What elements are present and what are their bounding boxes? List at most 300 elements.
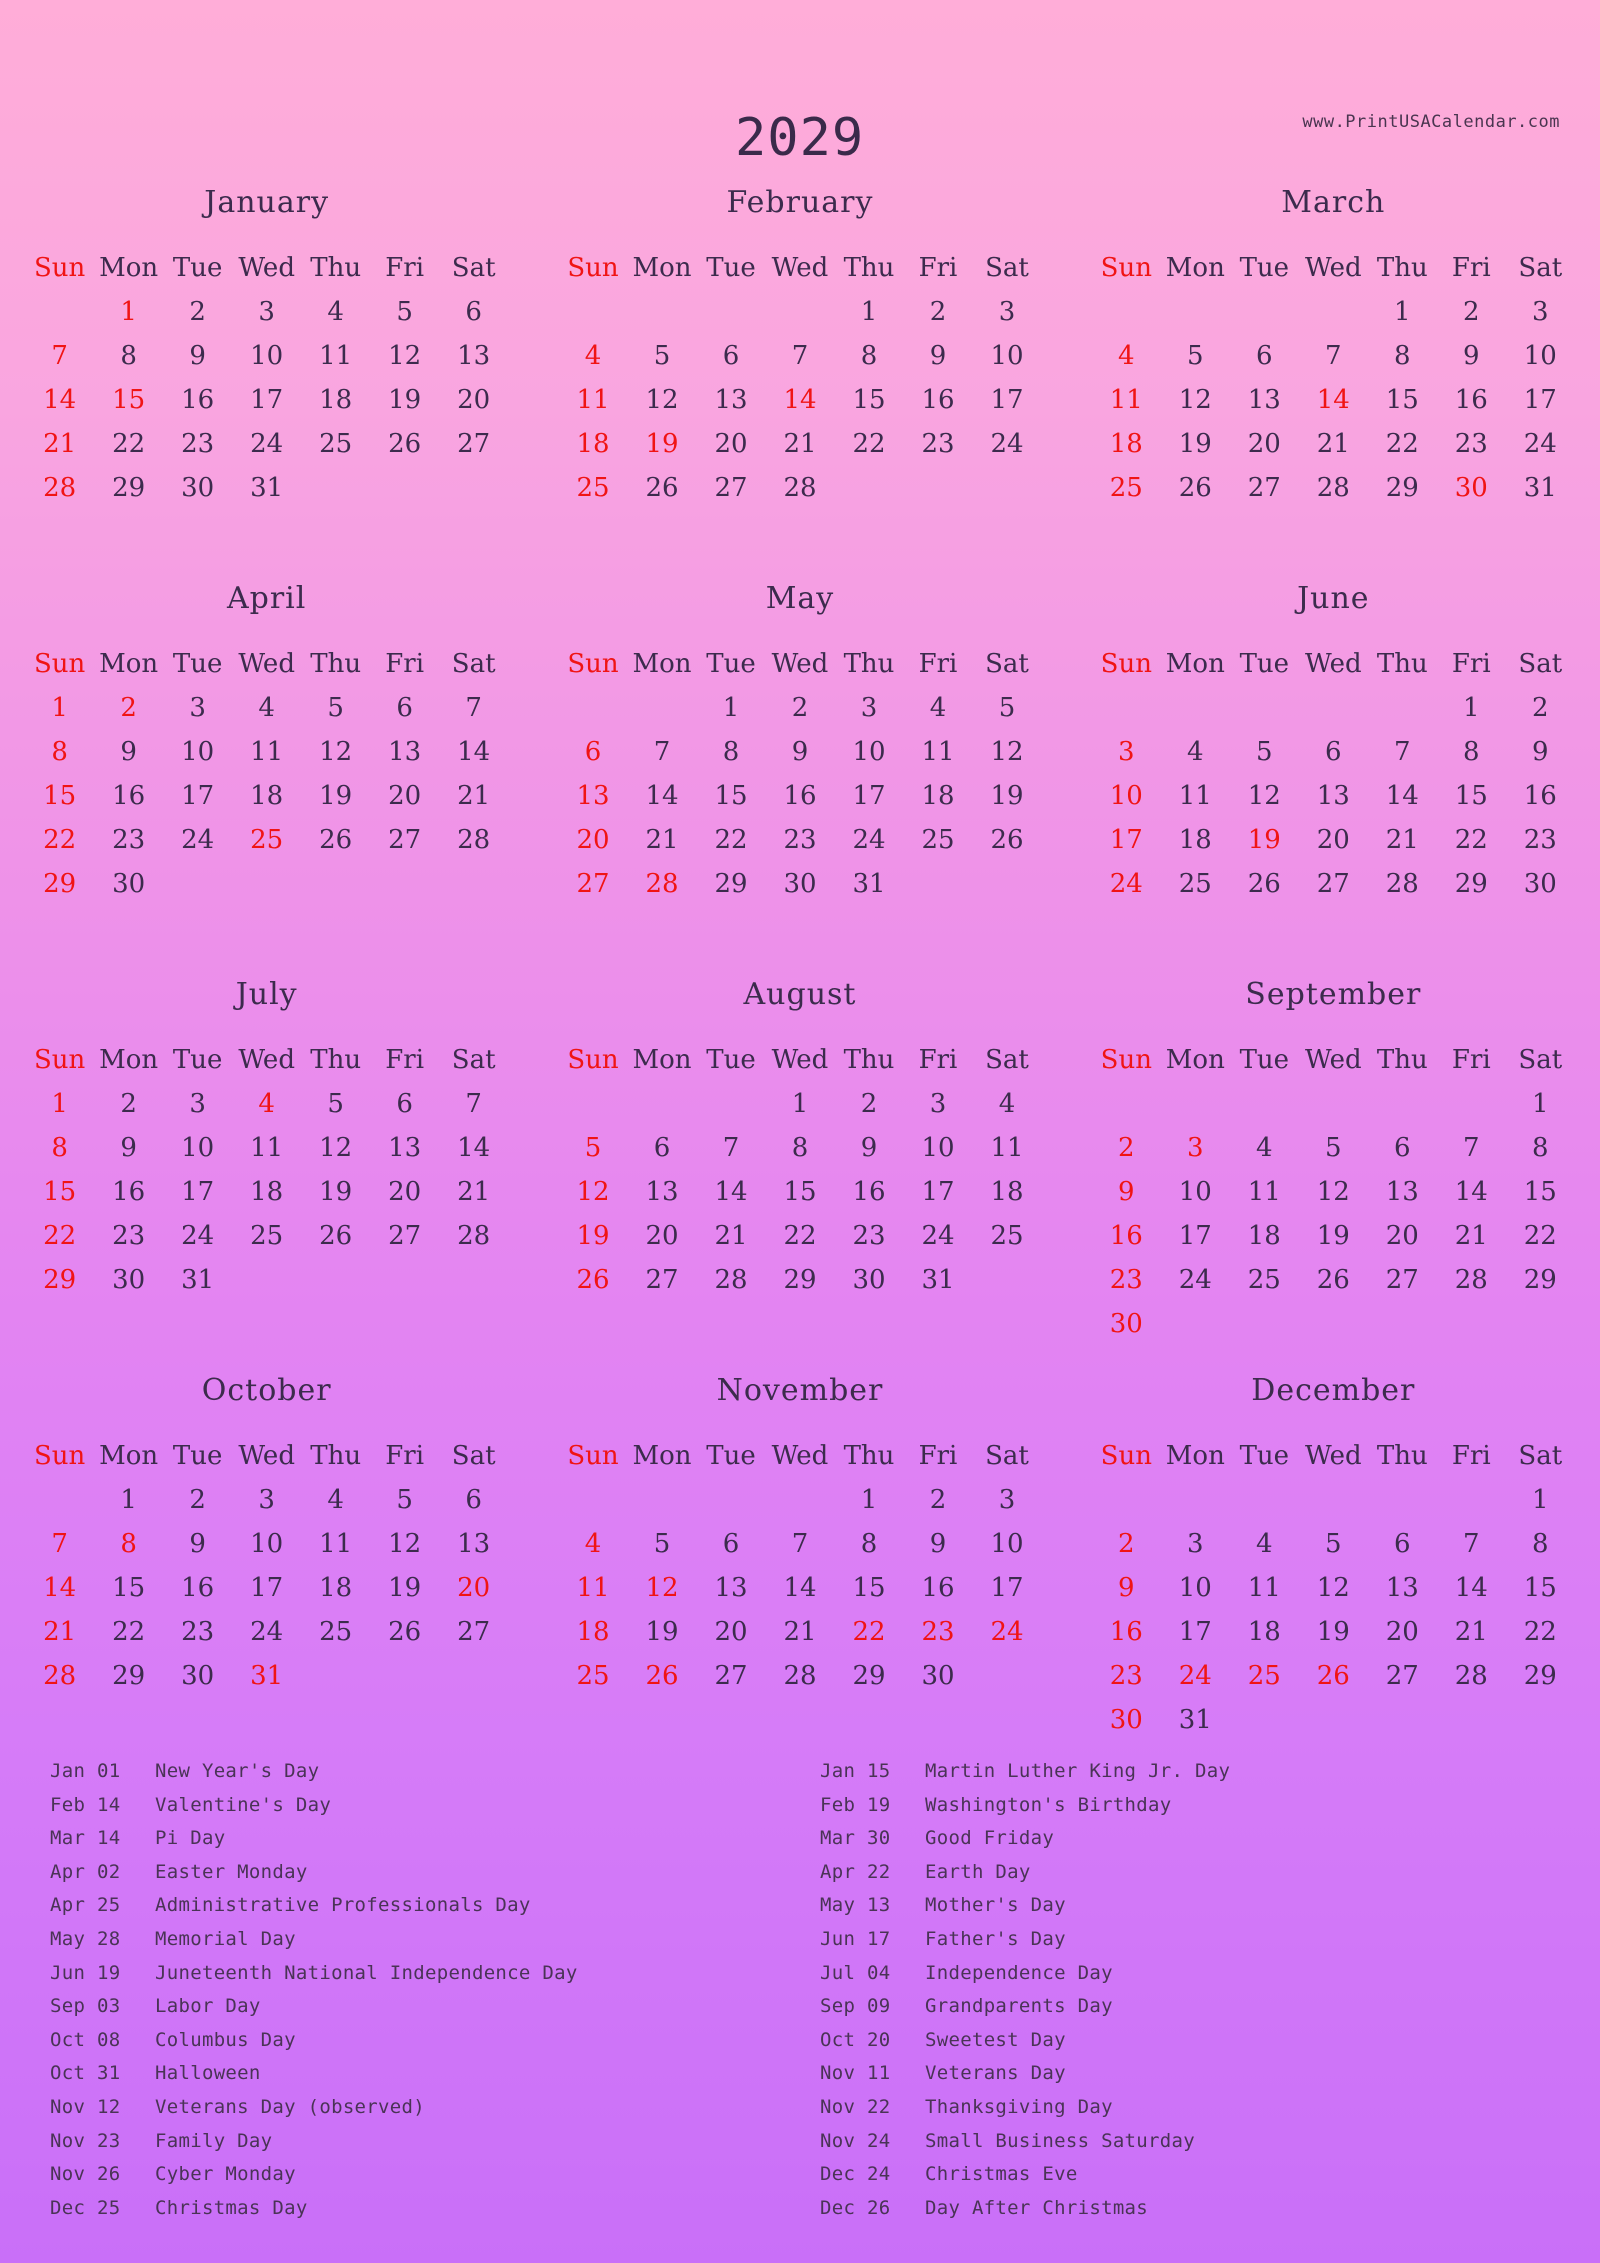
holiday-list-item [50, 1822, 790, 1856]
holiday-date: Mar 30 [820, 1827, 891, 1850]
weekday-header-wed: Wed [238, 1441, 295, 1471]
day-cell: 17 [990, 385, 1024, 415]
weekday-header-row [558, 642, 1041, 686]
day-cell: 10 [921, 1133, 955, 1163]
day-cell: 13 [714, 385, 748, 415]
day-cell: 30 [1523, 869, 1557, 899]
week-row [25, 1170, 508, 1214]
day-cell: 5 [396, 297, 413, 327]
day-cell: 14 [1385, 781, 1419, 811]
day-cell: 28 [645, 869, 679, 899]
day-cell: 12 [319, 1133, 353, 1163]
day-cell: 1 [1532, 1089, 1549, 1119]
month-title: February [726, 185, 874, 220]
day-cell: 8 [51, 1133, 68, 1163]
week-row [1092, 290, 1575, 334]
holiday-column-left [40, 1755, 790, 2225]
holiday-name: Halloween [155, 2062, 261, 2085]
weekday-header-sun: Sun [34, 253, 86, 283]
empty-day-cell [1230, 1082, 1299, 1126]
day-cell: 24 [1178, 1265, 1212, 1295]
day-cell: 22 [783, 1221, 817, 1251]
empty-day-cell [558, 290, 627, 334]
weekday-header-wed: Wed [771, 1441, 829, 1471]
week-row [558, 1654, 1041, 1698]
holiday-list-item [50, 1923, 790, 1957]
empty-day-cell [1437, 1698, 1506, 1742]
holiday-name: Martin Luther King Jr. Day [925, 1760, 1231, 1782]
week-row [558, 1522, 1041, 1566]
weekday-header-sun: Sun [567, 253, 619, 283]
weekday-header-mon: Mon [632, 649, 692, 679]
day-cell: 24 [181, 1221, 215, 1251]
day-cell: 3 [189, 1089, 206, 1119]
holiday-list-item [820, 1856, 1560, 1890]
holiday-date: Apr 22 [820, 1860, 891, 1883]
day-cell: 26 [576, 1265, 610, 1295]
holiday-list-item [50, 2125, 790, 2159]
day-cell: 28 [1454, 1265, 1488, 1295]
weekday-header-wed: Wed [771, 649, 829, 679]
day-cell: 21 [783, 429, 817, 459]
holiday-name: Columbus Day [155, 2028, 296, 2051]
weekday-header-thu: Thu [1376, 1441, 1428, 1471]
week-row [25, 422, 508, 466]
weekday-header-thu: Thu [843, 1045, 895, 1075]
week-row [558, 378, 1041, 422]
empty-day-cell [972, 862, 1041, 906]
holiday-date: May 28 [50, 1927, 121, 1950]
weekday-header-tue: Tue [1239, 1045, 1290, 1075]
empty-day-cell [439, 466, 508, 510]
day-cell: 2 [791, 693, 809, 723]
holiday-name: Father's Day [925, 1927, 1066, 1950]
day-cell: 30 [783, 869, 817, 899]
week-row [25, 1258, 508, 1302]
day-cell: 27 [457, 429, 491, 459]
empty-day-cell [1161, 290, 1230, 334]
week-row [25, 686, 508, 730]
day-cell: 12 [990, 737, 1024, 767]
empty-day-cell [558, 1082, 627, 1126]
week-row [558, 1478, 1041, 1522]
empty-day-cell [903, 862, 972, 906]
day-cell: 2 [120, 1089, 137, 1119]
weekday-header-sat: Sat [985, 253, 1029, 283]
weekday-header-wed: Wed [238, 1045, 295, 1075]
day-cell: 23 [921, 1617, 955, 1647]
weekday-header-wed: Wed [771, 1045, 829, 1075]
day-cell: 17 [181, 1177, 215, 1207]
day-cell: 11 [1178, 781, 1212, 811]
weekday-header-thu: Thu [843, 253, 895, 283]
day-cell: 20 [457, 385, 491, 415]
day-cell: 17 [181, 781, 215, 811]
day-cell: 1 [722, 693, 740, 723]
day-cell: 29 [852, 1661, 886, 1691]
day-cell: 2 [929, 297, 947, 327]
weekday-header-wed: Wed [1304, 253, 1362, 283]
week-row [1092, 1214, 1575, 1258]
day-cell: 9 [860, 1133, 878, 1163]
holiday-name: Washington's Birthday [925, 1793, 1172, 1816]
day-cell: 31 [250, 1661, 284, 1691]
holiday-name: Good Friday [925, 1827, 1055, 1850]
week-row [1092, 1126, 1575, 1170]
day-cell: 13 [388, 1133, 422, 1163]
day-cell: 19 [576, 1221, 610, 1251]
day-cell: 23 [852, 1221, 886, 1251]
weekday-header-sat: Sat [451, 1441, 496, 1471]
day-cell: 12 [645, 1573, 679, 1603]
week-row [25, 290, 508, 334]
holiday-name: Sweetest Day [925, 2028, 1066, 2051]
day-cell: 24 [250, 429, 284, 459]
empty-day-cell [1368, 1478, 1437, 1522]
day-cell: 10 [1109, 781, 1143, 811]
day-cell: 29 [714, 869, 748, 899]
empty-day-cell [370, 862, 439, 906]
day-cell: 9 [189, 1529, 206, 1559]
weekday-header-mon: Mon [99, 1045, 159, 1075]
weekday-header-fri: Fri [1451, 1441, 1491, 1471]
day-cell: 7 [465, 693, 482, 723]
holiday-list-item [820, 1822, 1560, 1856]
day-cell: 8 [51, 737, 68, 767]
day-cell: 23 [921, 429, 955, 459]
month-table [1092, 246, 1575, 510]
empty-day-cell [370, 1258, 439, 1302]
holiday-list-item [820, 1889, 1560, 1923]
week-row [1092, 818, 1575, 862]
month-table [558, 246, 1041, 510]
day-cell: 19 [645, 429, 679, 459]
day-cell: 26 [1178, 473, 1212, 503]
day-cell: 1 [120, 1485, 137, 1515]
holiday-name: Juneteenth National Independence Day [155, 1961, 578, 1984]
empty-day-cell [1161, 1478, 1230, 1522]
day-cell: 17 [250, 385, 284, 415]
weekday-header-wed: Wed [238, 253, 295, 283]
empty-day-cell [1092, 1478, 1161, 1522]
day-cell: 31 [1523, 473, 1557, 503]
day-cell: 1 [1463, 693, 1480, 723]
day-cell: 21 [457, 1177, 491, 1207]
week-row [558, 1126, 1041, 1170]
day-cell: 2 [1532, 693, 1549, 723]
month-table [558, 1038, 1041, 1302]
holiday-name: Mother's Day [925, 1894, 1066, 1917]
day-cell: 28 [43, 1661, 77, 1691]
day-cell: 7 [791, 1529, 809, 1559]
empty-day-cell [25, 290, 94, 334]
day-cell: 16 [921, 1573, 955, 1603]
empty-day-cell [1092, 290, 1161, 334]
day-cell: 13 [714, 1573, 748, 1603]
day-cell: 15 [852, 1573, 886, 1603]
holiday-name: Christmas Eve [925, 2163, 1078, 2186]
day-cell: 27 [714, 473, 748, 503]
day-cell: 9 [1532, 737, 1549, 767]
day-cell: 5 [1256, 737, 1273, 767]
empty-day-cell [627, 686, 696, 730]
weekday-header-sun: Sun [1100, 1441, 1152, 1471]
day-cell: 7 [51, 341, 68, 371]
day-cell: 30 [181, 473, 215, 503]
week-row [25, 1566, 508, 1610]
month-block-october [0, 1373, 533, 1769]
day-cell: 17 [852, 781, 886, 811]
day-cell: 8 [120, 341, 137, 371]
day-cell: 23 [783, 825, 817, 855]
empty-day-cell [1230, 686, 1299, 730]
empty-day-cell [232, 1258, 301, 1302]
day-cell: 12 [319, 737, 353, 767]
day-cell: 6 [1325, 737, 1342, 767]
day-cell: 14 [457, 1133, 491, 1163]
day-cell: 1 [120, 297, 137, 327]
day-cell: 16 [181, 1573, 215, 1603]
week-row [1092, 862, 1575, 906]
weekday-header-sat: Sat [1518, 1045, 1563, 1075]
day-cell: 5 [1325, 1529, 1342, 1559]
day-cell: 25 [921, 825, 955, 855]
week-row [25, 818, 508, 862]
month-table [1092, 1434, 1575, 1742]
day-cell: 18 [250, 781, 284, 811]
holiday-list-item [50, 2091, 790, 2125]
month-table [25, 1038, 508, 1302]
day-cell: 25 [1247, 1265, 1281, 1295]
weekday-header-sun: Sun [567, 1441, 619, 1471]
day-cell: 18 [1247, 1221, 1281, 1251]
empty-day-cell [1437, 1302, 1506, 1346]
week-row [558, 730, 1041, 774]
day-cell: 10 [1178, 1177, 1212, 1207]
empty-day-cell [439, 1654, 508, 1698]
week-row [558, 1170, 1041, 1214]
week-row [1092, 1170, 1575, 1214]
day-cell: 12 [645, 385, 679, 415]
month-block-april [0, 581, 533, 977]
holiday-list-item [50, 2158, 790, 2192]
week-row [25, 1478, 508, 1522]
day-cell: 22 [43, 825, 77, 855]
day-cell: 28 [783, 1661, 817, 1691]
day-cell: 9 [929, 1529, 947, 1559]
day-cell: 1 [1394, 297, 1411, 327]
day-cell: 10 [990, 341, 1024, 371]
weekday-header-wed: Wed [1304, 1045, 1362, 1075]
week-row [1092, 1654, 1575, 1698]
day-cell: 27 [388, 1221, 422, 1251]
holiday-name: Thanksgiving Day [925, 2095, 1113, 2118]
weekday-header-row [1092, 1038, 1575, 1082]
day-cell: 4 [258, 693, 275, 723]
week-row [558, 686, 1041, 730]
holiday-name: Day After Christmas [925, 2196, 1149, 2219]
day-cell: 16 [1109, 1221, 1143, 1251]
weekday-header-fri: Fri [918, 1045, 958, 1075]
month-title: March [1281, 185, 1386, 220]
holiday-date: Nov 24 [820, 2129, 891, 2152]
day-cell: 27 [1316, 869, 1350, 899]
day-cell: 4 [929, 693, 947, 723]
week-row [558, 1610, 1041, 1654]
weekday-header-tue: Tue [706, 1441, 756, 1471]
week-row [558, 1258, 1041, 1302]
day-cell: 27 [576, 869, 610, 899]
weekday-header-wed: Wed [1304, 1441, 1362, 1471]
day-cell: 14 [43, 1573, 77, 1603]
weekday-header-sun: Sun [1100, 1045, 1152, 1075]
day-cell: 8 [1532, 1529, 1549, 1559]
weekday-header-fri: Fri [1451, 1045, 1491, 1075]
holiday-list-item [820, 1990, 1560, 2024]
day-cell: 3 [998, 297, 1016, 327]
day-cell: 3 [189, 693, 206, 723]
day-cell: 19 [388, 385, 422, 415]
day-cell: 12 [576, 1177, 610, 1207]
day-cell: 4 [258, 1089, 275, 1119]
empty-day-cell [696, 1478, 765, 1522]
day-cell: 8 [722, 737, 740, 767]
month-title: October [201, 1373, 332, 1408]
day-cell: 11 [319, 341, 353, 371]
day-cell: 30 [1454, 473, 1488, 503]
day-cell: 22 [852, 1617, 886, 1647]
day-cell: 26 [319, 1221, 353, 1251]
empty-day-cell [1299, 686, 1368, 730]
day-cell: 30 [1109, 1309, 1143, 1339]
weekday-header-row [25, 642, 508, 686]
day-cell: 8 [1394, 341, 1411, 371]
day-cell: 13 [1247, 385, 1281, 415]
holiday-name: Pi Day [155, 1827, 226, 1850]
week-row [25, 1214, 508, 1258]
weekday-header-mon: Mon [632, 1441, 692, 1471]
day-cell: 30 [921, 1661, 955, 1691]
day-cell: 6 [465, 297, 482, 327]
day-cell: 3 [258, 1485, 275, 1515]
weekday-header-tue: Tue [1239, 1441, 1290, 1471]
day-cell: 29 [43, 869, 77, 899]
day-cell: 20 [1316, 825, 1350, 855]
day-cell: 19 [319, 781, 353, 811]
day-cell: 27 [457, 1617, 491, 1647]
holiday-name: Memorial Day [155, 1927, 296, 1950]
week-row [1092, 1082, 1575, 1126]
week-row [1092, 422, 1575, 466]
weekday-header-mon: Mon [99, 649, 159, 679]
day-cell: 21 [43, 1617, 77, 1647]
empty-day-cell [765, 290, 834, 334]
day-cell: 24 [1178, 1661, 1212, 1691]
holiday-list-item [820, 2091, 1560, 2125]
month-block-june [1067, 581, 1600, 977]
day-cell: 26 [319, 825, 353, 855]
weekday-header-sun: Sun [567, 1045, 619, 1075]
holiday-date: Sep 03 [50, 1995, 121, 2018]
empty-day-cell [232, 862, 301, 906]
day-cell: 29 [43, 1265, 77, 1295]
day-cell: 20 [1385, 1221, 1419, 1251]
day-cell: 27 [1385, 1265, 1419, 1295]
empty-day-cell [1368, 1302, 1437, 1346]
empty-day-cell [1299, 1478, 1368, 1522]
weekday-header-tue: Tue [172, 1045, 223, 1075]
day-cell: 20 [1247, 429, 1281, 459]
day-cell: 21 [1454, 1617, 1488, 1647]
day-cell: 7 [1463, 1529, 1480, 1559]
day-cell: 18 [319, 385, 353, 415]
holiday-name: New Year's Day [155, 1760, 320, 1782]
day-cell: 23 [181, 1617, 215, 1647]
holiday-date: Nov 11 [820, 2062, 891, 2085]
weekday-header-sat: Sat [985, 1441, 1029, 1471]
day-cell: 16 [921, 385, 955, 415]
empty-day-cell [1299, 1302, 1368, 1346]
day-cell: 9 [929, 341, 947, 371]
day-cell: 25 [1247, 1661, 1281, 1691]
week-row [1092, 1610, 1575, 1654]
weekday-header-tue: Tue [172, 649, 223, 679]
weekday-header-mon: Mon [632, 1045, 692, 1075]
day-cell: 18 [1109, 429, 1143, 459]
day-cell: 5 [327, 1089, 344, 1119]
day-cell: 13 [457, 341, 491, 371]
day-cell: 28 [714, 1265, 748, 1295]
weekday-header-fri: Fri [385, 253, 425, 283]
week-row [558, 1082, 1041, 1126]
day-cell: 2 [120, 693, 137, 723]
holiday-list-item [50, 1856, 790, 1890]
empty-day-cell [301, 862, 370, 906]
holiday-date: Dec 25 [50, 2196, 121, 2219]
day-cell: 3 [1187, 1529, 1204, 1559]
day-cell: 27 [645, 1265, 679, 1295]
day-cell: 25 [576, 1661, 610, 1691]
day-cell: 10 [181, 737, 215, 767]
day-cell: 3 [860, 693, 878, 723]
week-row [25, 1082, 508, 1126]
day-cell: 24 [1109, 869, 1143, 899]
day-cell: 25 [250, 825, 284, 855]
day-cell: 15 [1523, 1573, 1557, 1603]
day-cell: 14 [457, 737, 491, 767]
holiday-name: Labor Day [155, 1995, 261, 2018]
day-cell: 2 [929, 1485, 947, 1515]
holiday-date: Nov 22 [820, 2095, 891, 2118]
weekday-header-tue: Tue [706, 1045, 756, 1075]
week-row [558, 818, 1041, 862]
week-row [1092, 378, 1575, 422]
month-block-march [1067, 185, 1600, 581]
day-cell: 16 [181, 385, 215, 415]
day-cell: 25 [1109, 473, 1143, 503]
day-cell: 7 [653, 737, 671, 767]
day-cell: 10 [181, 1133, 215, 1163]
empty-day-cell [1437, 1082, 1506, 1126]
day-cell: 1 [860, 297, 878, 327]
weekday-header-fri: Fri [1451, 253, 1491, 283]
day-cell: 20 [576, 825, 610, 855]
weekday-header-mon: Mon [632, 253, 692, 283]
weekday-header-sat: Sat [985, 649, 1029, 679]
holiday-name: Administrative Professionals Day [155, 1894, 531, 1917]
week-row [1092, 466, 1575, 510]
day-cell: 4 [584, 341, 602, 371]
